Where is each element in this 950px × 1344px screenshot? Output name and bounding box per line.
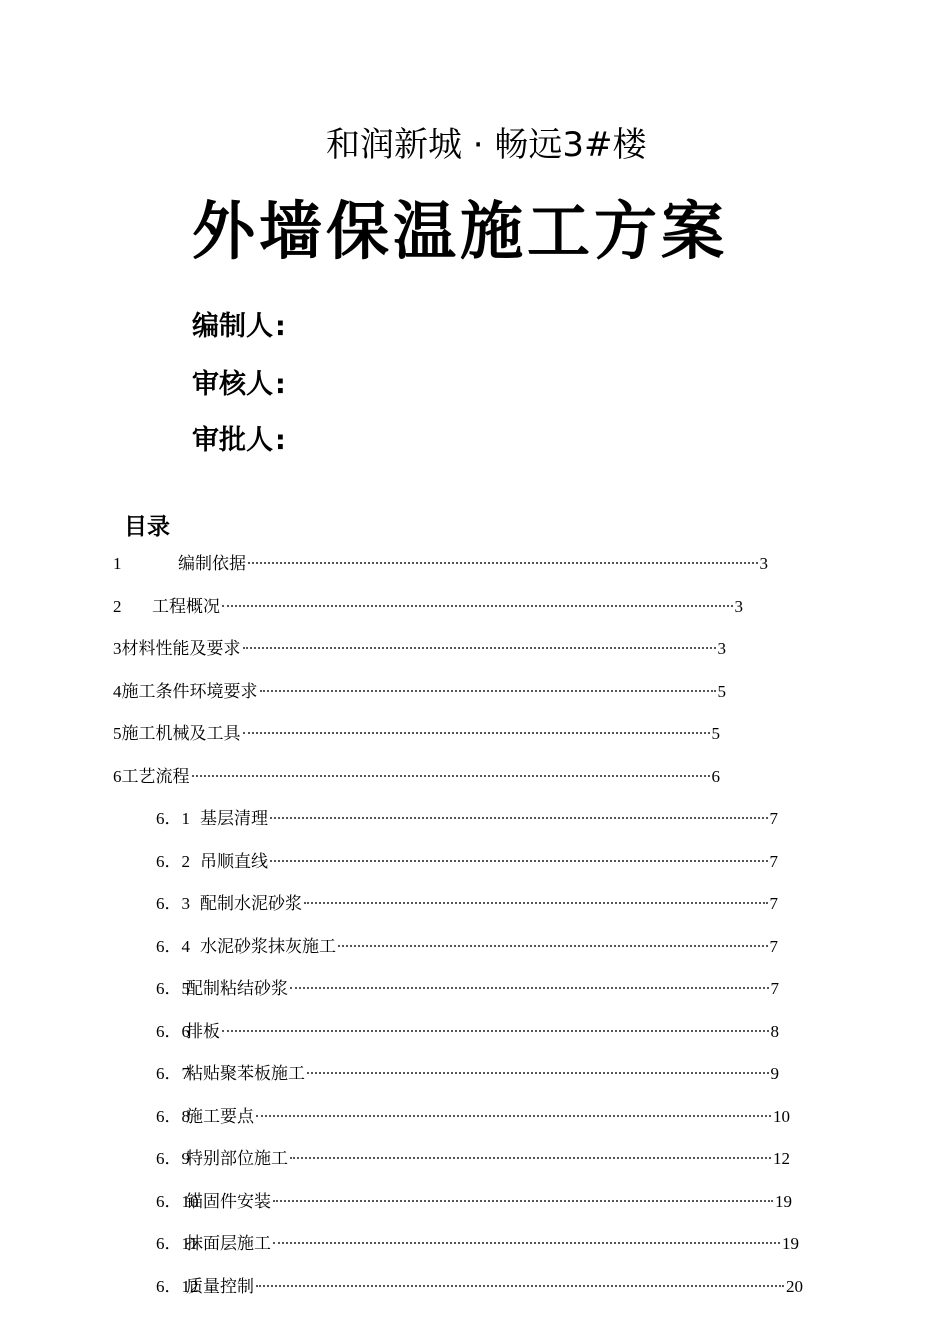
toc-entry-page: 7 [769,937,778,956]
toc-entry-number: 1 [113,554,122,573]
toc-heading: 目录 [124,514,170,540]
toc-entry-page: 7 [769,894,778,913]
toc-entry-number: 6．4 [156,937,190,956]
toc-dot-leader [248,562,758,564]
toc-subentry[interactable] [156,1231,799,1257]
project-subtitle: 和润新城 · 畅远3#楼 [326,125,647,165]
toc-dot-leader [270,817,768,819]
toc-subentry[interactable] [156,806,778,832]
toc-subentry[interactable] [156,891,778,917]
toc-subentry[interactable] [156,1104,790,1130]
toc-entry-number: 6．6 [156,1022,190,1041]
toc-subentry[interactable] [156,1061,779,1087]
signature-reviewer [192,368,286,402]
toc-dot-leader [290,1157,771,1159]
toc-entry-number: 6．3 [156,894,190,913]
toc-entry-page: 7 [769,852,778,871]
toc-entry[interactable] [113,764,720,790]
toc-entry-number: 6．9 [156,1149,190,1168]
signature-colon: : [275,311,286,342]
toc-entry-title: 粘贴聚苯板施工 [186,1064,305,1083]
toc-entry-page: 6 [711,767,720,786]
toc-entry-title: 排板 [186,1022,220,1041]
toc-entry-title: 配制粘结砂浆 [186,979,288,998]
toc-dot-leader [270,860,768,862]
toc-entry-title: 抹面层施工 [186,1234,271,1253]
signature-colon: : [275,425,286,456]
toc-dot-leader [260,690,716,692]
toc-entry-title: 基层清理 [200,809,268,828]
toc-subentry[interactable] [156,976,779,1002]
toc-entry-page: 19 [782,1234,799,1253]
toc-entry[interactable] [113,721,720,747]
toc-entry-page: 3 [734,597,743,616]
signature-label: 编制人 [192,311,273,342]
toc-subentry[interactable] [156,934,778,960]
toc-entry-title: 工艺流程 [121,767,190,786]
toc-entry-page: 7 [770,979,779,998]
toc-dot-leader [290,987,769,989]
signature-colon: : [275,369,286,400]
toc-entry[interactable] [113,679,726,705]
toc-dot-leader [304,902,768,904]
toc-dot-leader [338,945,768,947]
toc-subentry[interactable] [156,1189,792,1215]
toc-entry-page: 10 [773,1107,790,1126]
toc-entry-number: 6．5 [156,979,190,998]
toc-entry-number: 6．12 [156,1277,199,1296]
toc-entry-number: 6．2 [156,852,190,871]
toc-entry-title: 施工条件环境要求 [121,682,258,701]
toc-dot-leader [273,1200,773,1202]
toc-entry-number: 6．8 [156,1107,190,1126]
toc-entry-number: 6．1 [156,809,190,828]
toc-entry-number: 6．7 [156,1064,190,1083]
toc-entry-number: 6 [113,767,122,786]
toc-dot-leader [256,1115,771,1117]
toc-entry-number: 5 [113,724,122,743]
toc-entry-page: 5 [711,724,720,743]
toc-entry-number: 2 [113,597,122,616]
toc-entry-page: 12 [773,1149,790,1168]
signature-label: 审核人 [192,369,273,400]
toc-entry-page: 19 [775,1192,792,1211]
toc-entry[interactable] [113,636,726,662]
toc-entry-page: 5 [717,682,726,701]
toc-entry-page: 20 [786,1277,803,1296]
signature-compiler [192,310,286,344]
toc-entry-number: 4 [113,682,122,701]
toc-entry-title: 质量控制 [186,1277,254,1296]
toc-subentry[interactable] [156,849,778,875]
signature-approver [192,424,286,458]
toc-entry-number: 3 [113,639,122,658]
toc-dot-leader [222,1030,769,1032]
toc-dot-leader [243,732,710,734]
toc-entry-page: 7 [769,809,778,828]
toc-dot-leader [222,605,733,607]
toc-entry-title: 编制依据 [178,554,246,573]
toc-entry-title: 工程概况 [152,597,220,616]
toc-entry-page: 9 [770,1064,779,1083]
toc-dot-leader [243,647,716,649]
signature-label: 审批人 [192,425,273,456]
toc-entry[interactable] [113,551,768,577]
toc-entry[interactable] [113,594,743,620]
toc-entry-title: 配制水泥砂浆 [200,894,302,913]
toc-entry-page: 8 [770,1022,779,1041]
toc-entry-title: 施工机械及工具 [121,724,241,743]
toc-subentry[interactable] [156,1146,790,1172]
toc-entry-title: 材料性能及要求 [121,639,241,658]
toc-subentry[interactable] [156,1274,803,1300]
toc-dot-leader [307,1072,769,1074]
toc-entry-page: 3 [759,554,768,573]
document-title: 外墙保温施工方案 [192,195,728,268]
toc-entry-title: 施工要点 [186,1107,254,1126]
toc-entry-title: 吊顺直线 [200,852,268,871]
toc-entry-number: 6．11 [156,1234,198,1253]
toc-dot-leader [273,1242,780,1244]
toc-subentry[interactable] [156,1019,779,1045]
toc-entry-page: 3 [717,639,726,658]
toc-entry-title: 锚固件安装 [186,1192,271,1211]
toc-dot-leader [192,775,710,777]
toc-entry-title: 水泥砂浆抹灰施工 [200,937,336,956]
toc-dot-leader [256,1285,784,1287]
toc-entry-title: 特别部位施工 [186,1149,288,1168]
toc-entry-number: 6．10 [156,1192,199,1211]
